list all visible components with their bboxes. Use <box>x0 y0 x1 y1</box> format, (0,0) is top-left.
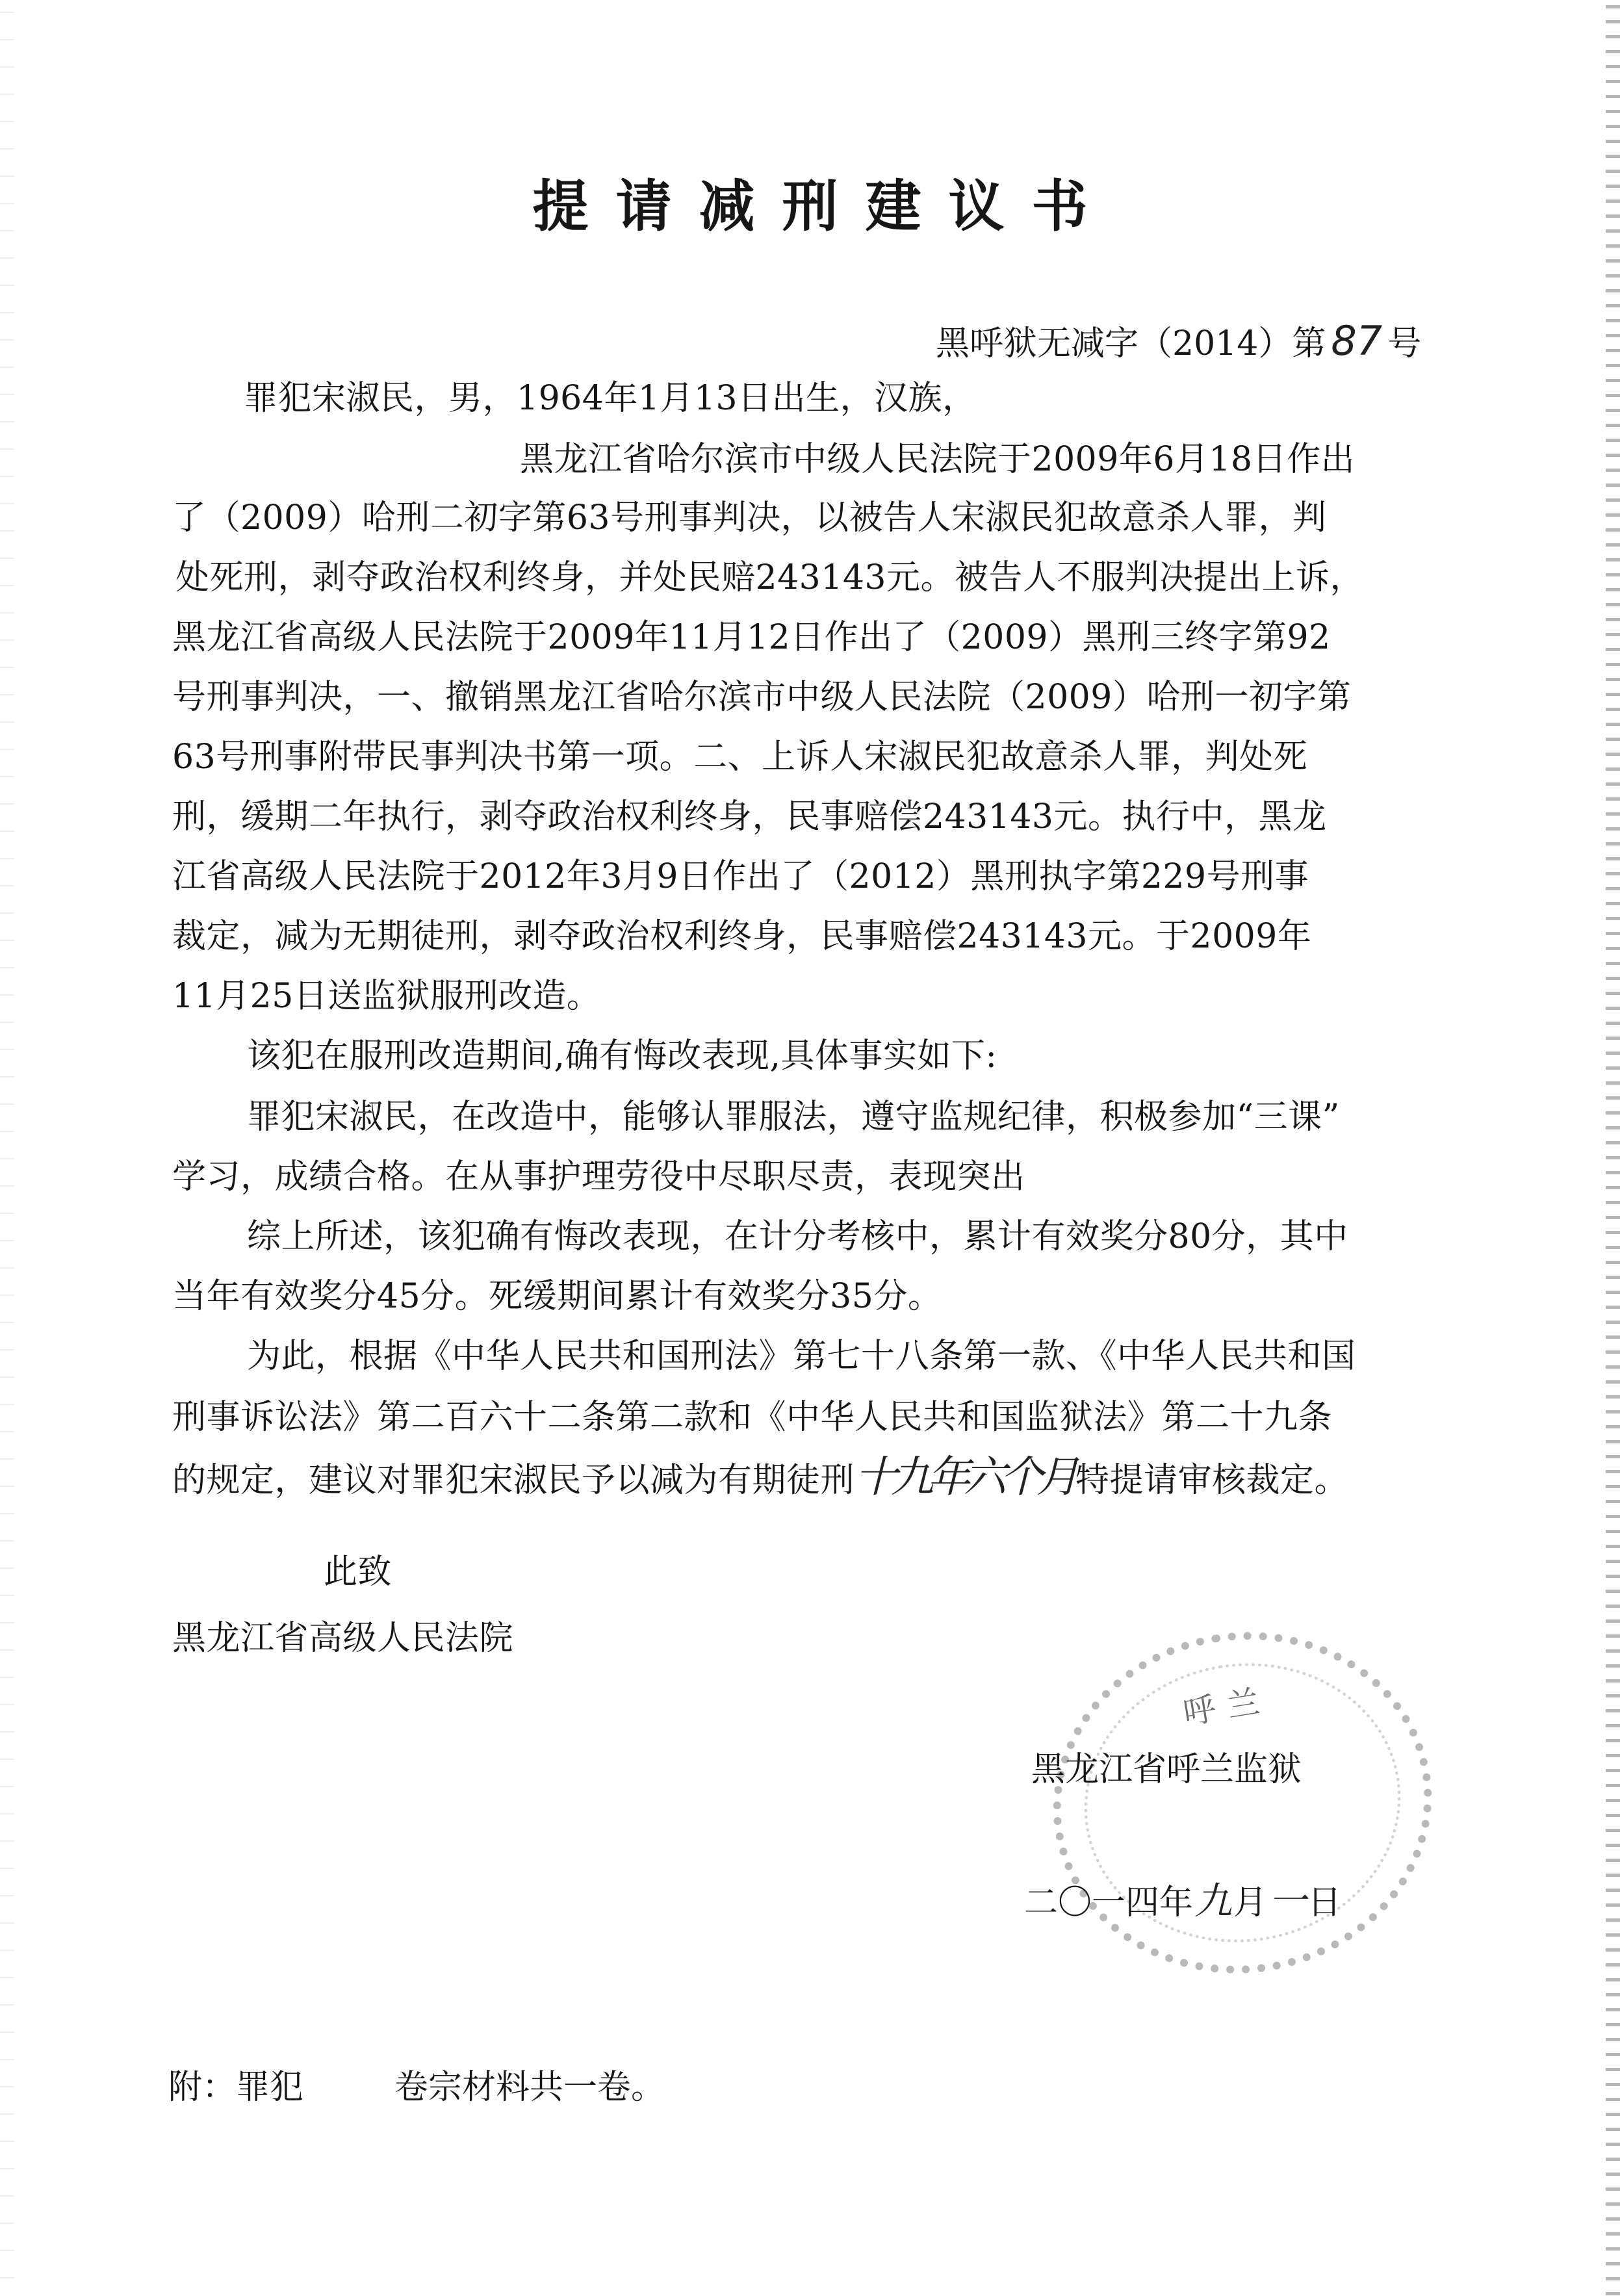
document-title: 提请减刑建议书 <box>532 174 1115 239</box>
closing-phrase: 此致 <box>324 1553 392 1592</box>
body-line-1: 罪犯宋淑民，男，1964年1月13日出生，汉族， <box>244 379 977 418</box>
sentence-text-before-term: 的规定，建议对罪犯宋淑民予以减为有期徒刑 <box>172 1461 855 1500</box>
handwritten-document-number: 87 <box>1331 317 1383 365</box>
body-line-14: 学习，成绩合格。在从事护理劳役中尽职尽责，表现突出 <box>172 1157 1025 1196</box>
body-line-19 <box>172 1452 1349 1502</box>
scan-perforation-edge <box>1606 0 1620 2296</box>
handwritten-reduced-term: 十九年六个月 <box>855 1452 1074 1502</box>
body-line-6: 号刑事判决，一、撤销黑龙江省哈尔滨市中级人民法院（2009）哈刑一初字第 <box>172 678 1352 717</box>
seal-text: 呼兰 <box>1180 1681 1274 1733</box>
handwritten-month: 九 <box>1194 1879 1233 1923</box>
attachment-suffix: 卷宗材料共一卷。 <box>394 2068 665 2107</box>
body-line-11: 11月25日送监狱服刑改造。 <box>172 977 601 1016</box>
document-number-suffix: 号 <box>1387 324 1422 363</box>
issuing-prison: 黑龙江省呼兰监狱 <box>1031 1750 1302 1789</box>
body-line-3: 了（2009）哈刑二初字第63号刑事判决，以被告人宋淑民犯故意杀人罪，判 <box>172 498 1327 537</box>
date-day-label: 日 <box>1307 1883 1342 1922</box>
body-line-18: 刑事诉讼法》第二百六十二条第二款和《中华人民共和国监狱法》第二十九条 <box>172 1398 1333 1437</box>
body-line-9: 江省高级人民法院于2012年3月9日作出了（2012）黑刑执字第229号刑事 <box>172 857 1309 896</box>
body-line-5: 黑龙江省高级人民法院于2009年11月12日作出了（2009）黑刑三终字第92 <box>172 618 1331 657</box>
sentence-text-after-term: 特提请审核裁定。 <box>1075 1461 1349 1500</box>
body-line-2: 黑龙江省哈尔滨市中级人民法院于2009年6月18日作出 <box>520 440 1356 479</box>
body-line-7: 63号刑事附带民事判决书第一项。二、上诉人宋淑民犯故意杀人罪，判处死 <box>172 738 1308 777</box>
document-number-prefix: 黑呼狱无减字（2014）第 <box>936 324 1326 363</box>
official-seal <box>1029 1605 1457 2001</box>
issue-date <box>1024 1881 1341 1923</box>
body-line-10: 裁定，减为无期徒刑，剥夺政治权利终身，民事赔偿243143元。于2009年 <box>172 917 1312 956</box>
scan-left-edge <box>0 0 14 2296</box>
body-line-8: 刑，缓期二年执行，剥夺政治权利终身，民事赔偿243143元。执行中，黑龙 <box>172 797 1327 836</box>
date-prefix: 二〇一四年 <box>1024 1883 1194 1922</box>
attachment-note <box>168 2067 665 2108</box>
body-line-12: 该犯在服刑改造期间,确有悔改表现,具体事实如下: <box>247 1037 997 1076</box>
document-number <box>936 317 1422 365</box>
body-line-4: 处死刑，剥夺政治权利终身，并处民赔243143元。被告人不服判决提出上诉， <box>175 558 1365 597</box>
body-line-13: 罪犯宋淑民，在改造中，能够认罪服法，遵守监规纪律，积极参加“三课” <box>247 1098 1340 1137</box>
body-line-17: 为此，根据《中华人民共和国刑法》第七十八条第一款、《中华人民共和国 <box>247 1337 1356 1376</box>
body-line-16: 当年有效奖分45分。死缓期间累计有效奖分35分。 <box>172 1277 942 1316</box>
date-month-label: 月 <box>1233 1883 1268 1922</box>
handwritten-day: 一 <box>1268 1879 1307 1923</box>
body-line-15: 综上所述，该犯确有悔改表现，在计分考核中，累计有效奖分80分，其中 <box>247 1217 1348 1256</box>
recipient-court: 黑龙江省高级人民法院 <box>172 1619 514 1658</box>
attachment-prefix: 附：罪犯 <box>168 2068 304 2107</box>
